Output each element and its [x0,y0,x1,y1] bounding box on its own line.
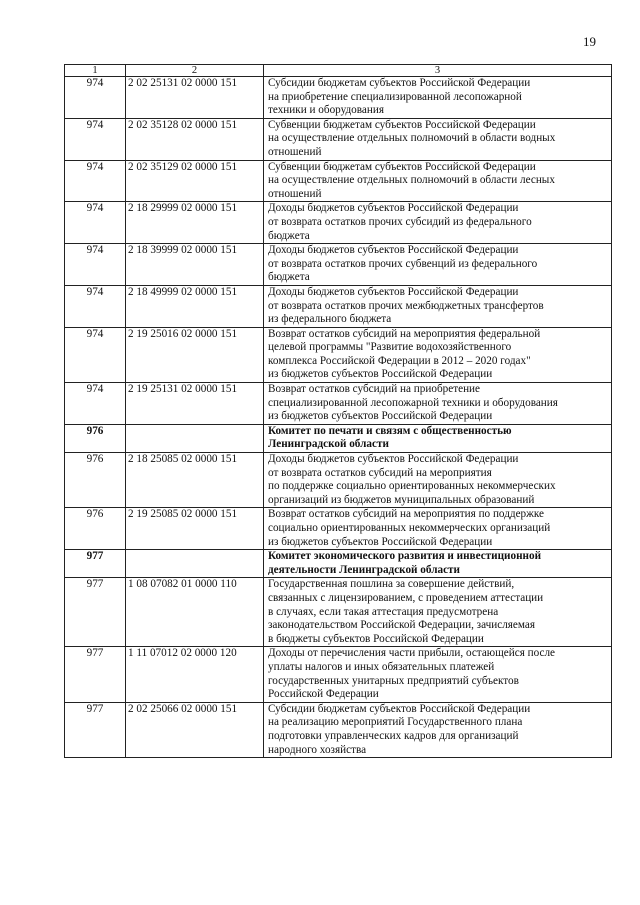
income-name-line: в бюджеты субъектов Российской Федерации [268,632,484,645]
income-name-line: из бюджетов субъектов Российской Федерации [268,535,493,548]
income-name-cell [264,202,612,244]
income-name-cell [264,118,612,160]
admin-code-cell: 977 [65,702,126,757]
income-name-line: целевой программы "Развитие водохозяйственного [268,341,512,354]
column-header-1: 1 [65,65,126,77]
table-header-row [65,65,612,77]
income-name-cell [264,160,612,202]
table-row [65,453,612,508]
table-row [65,702,612,757]
income-name-line: бюджета [268,229,310,242]
table-row [65,508,612,550]
table-row [65,578,612,647]
admin-code-cell: 976 [65,508,126,550]
table-body [65,77,612,758]
income-name-line: Российской Федерации [268,688,379,701]
income-name-line: организаций из бюджетов муниципальных образований [268,493,535,506]
income-name-line: отношений [268,187,322,200]
admin-code-cell: 977 [65,550,126,578]
budget-code-cell: 2 18 25085 02 0000 151 [126,453,264,508]
income-name-line: Доходы бюджетов субъектов Российской Федерации [268,202,519,215]
budget-code-cell: 2 19 25016 02 0000 151 [126,327,264,382]
income-name-line: от возврата остатков субсидий на мероприятия [268,466,492,479]
section-header-row [65,550,612,578]
admin-code-cell: 974 [65,118,126,160]
income-name-line: от возврата остатков прочих субсидий из федерального [268,215,532,228]
income-name-line: Доходы бюджетов субъектов Российской Федерации [268,244,519,257]
income-name-line: Государственная пошлина за совершение действий, [268,578,515,591]
income-name-line: Доходы бюджетов субъектов Российской Федерации [268,285,519,298]
income-name-line: государственных унитарных предприятий субъектов [268,674,519,687]
budget-code-cell: 1 11 07012 02 0000 120 [126,647,264,702]
table-row [65,202,612,244]
income-name-line: от возврата остатков прочих межбюджетных трансфертов [268,299,544,312]
admin-code-cell: 974 [65,202,126,244]
income-name-line: Комитет по печати и связям с общественностью [268,424,512,437]
budget-code-cell [126,550,264,578]
admin-code-cell: 974 [65,244,126,286]
income-name-line: Субвенции бюджетам субъектов Российской Федерации [268,118,536,131]
admin-code-cell: 974 [65,77,126,119]
table-row [65,327,612,382]
income-name-cell [264,578,612,647]
income-name-line: Субвенции бюджетам субъектов Российской Федерации [268,160,536,173]
income-name-line: уплаты налогов и иных обязательных платежей [268,660,495,673]
admin-code-cell: 977 [65,578,126,647]
budget-code-cell: 2 02 35129 02 0000 151 [126,160,264,202]
income-name-line: комплекса Российской Федерации в 2012 – 2020 годах" [268,354,531,367]
income-name-cell [264,647,612,702]
income-name-line: Субсидии бюджетам субъектов Российской Федерации [268,702,531,715]
income-name-line: связанных с лицензированием, с проведением аттестации [268,591,544,604]
income-name-line: Возврат остатков субсидий на приобретение [268,383,481,396]
budget-code-cell: 2 18 49999 02 0000 151 [126,285,264,327]
budget-code-cell: 2 19 25085 02 0000 151 [126,508,264,550]
table-row [65,244,612,286]
income-name-line: на осуществление отдельных полномочий в области водных [268,132,556,145]
income-name-line: из федерального бюджета [268,313,392,326]
column-header-2: 2 [126,65,264,77]
budget-classification-table [64,64,612,758]
income-name-line: из бюджетов субъектов Российской Федерации [268,410,493,423]
admin-code-cell: 974 [65,327,126,382]
income-name-line: техники и оборудования [268,104,384,117]
budget-code-cell: 2 02 25066 02 0000 151 [126,702,264,757]
admin-code-cell: 976 [65,453,126,508]
admin-code-cell: 974 [65,285,126,327]
admin-code-cell: 977 [65,647,126,702]
income-name-cell [264,244,612,286]
income-name-line: Доходы от перечисления части прибыли, остающейся после [268,647,556,660]
budget-code-cell: 2 19 25131 02 0000 151 [126,383,264,425]
income-name-line: Субсидии бюджетам субъектов Российской Федерации [268,77,531,89]
income-name-line: Возврат остатков субсидий на мероприятия по поддержке [268,508,544,521]
page-number: 19 [583,34,596,49]
budget-code-cell: 1 08 07082 01 0000 110 [126,578,264,647]
income-name-line: социально ориентированных некоммерческих организаций [268,522,551,534]
income-name-line: законодательством Российской Федерации, зачисляемая [268,619,536,632]
column-header-3: 3 [264,65,612,77]
income-name-cell [264,285,612,327]
section-header-row [65,424,612,452]
income-name-cell [264,702,612,757]
income-name-line: из бюджетов субъектов Российской Федерации [268,368,493,381]
income-name-line: специализированной лесопожарной техники и оборудования [268,396,558,409]
budget-code-cell [126,424,264,452]
admin-code-cell: 974 [65,383,126,425]
income-name-line: бюджета [268,271,310,284]
income-name-line: в случаях, если такая аттестация предусмотрена [268,605,499,618]
income-name-cell [264,508,612,550]
income-name-line: Ленинградской области [268,438,389,451]
income-name-cell [264,77,612,119]
budget-code-cell: 2 18 39999 02 0000 151 [126,244,264,286]
income-name-line: на осуществление отдельных полномочий в области лесных [268,174,555,187]
income-name-cell [264,550,612,578]
income-name-line: Доходы бюджетов субъектов Российской Федерации [268,453,519,466]
income-name-line: деятельности Ленинградской области [268,563,460,576]
table-row [65,383,612,425]
budget-code-cell: 2 02 25131 02 0000 151 [126,77,264,119]
table-row [65,160,612,202]
income-name-line: народного хозяйства [268,743,367,756]
income-name-line: на приобретение специализированной лесопожарной [268,90,522,103]
budget-code-cell: 2 18 29999 02 0000 151 [126,202,264,244]
table-row [65,118,612,160]
income-name-cell [264,383,612,425]
income-name-line: на реализацию мероприятий Государственного плана [268,716,523,729]
income-name-cell [264,424,612,452]
admin-code-cell: 976 [65,424,126,452]
income-name-line: по поддержке социально ориентированных некоммерческих [268,480,556,493]
income-name-cell [264,453,612,508]
admin-code-cell: 974 [65,160,126,202]
budget-code-cell: 2 02 35128 02 0000 151 [126,118,264,160]
income-name-line: Комитет экономического развития и инвестиционной [268,550,542,563]
income-name-line: отношений [268,145,322,158]
income-name-cell [264,327,612,382]
income-name-line: Возврат остатков субсидий на мероприятия федеральной [268,327,541,340]
income-name-line: от возврата остатков прочих субвенций из федерального [268,257,538,270]
table-row [65,285,612,327]
income-name-line: подготовки управленческих кадров для организаций [268,729,519,742]
table-row [65,77,612,119]
table-row [65,647,612,702]
